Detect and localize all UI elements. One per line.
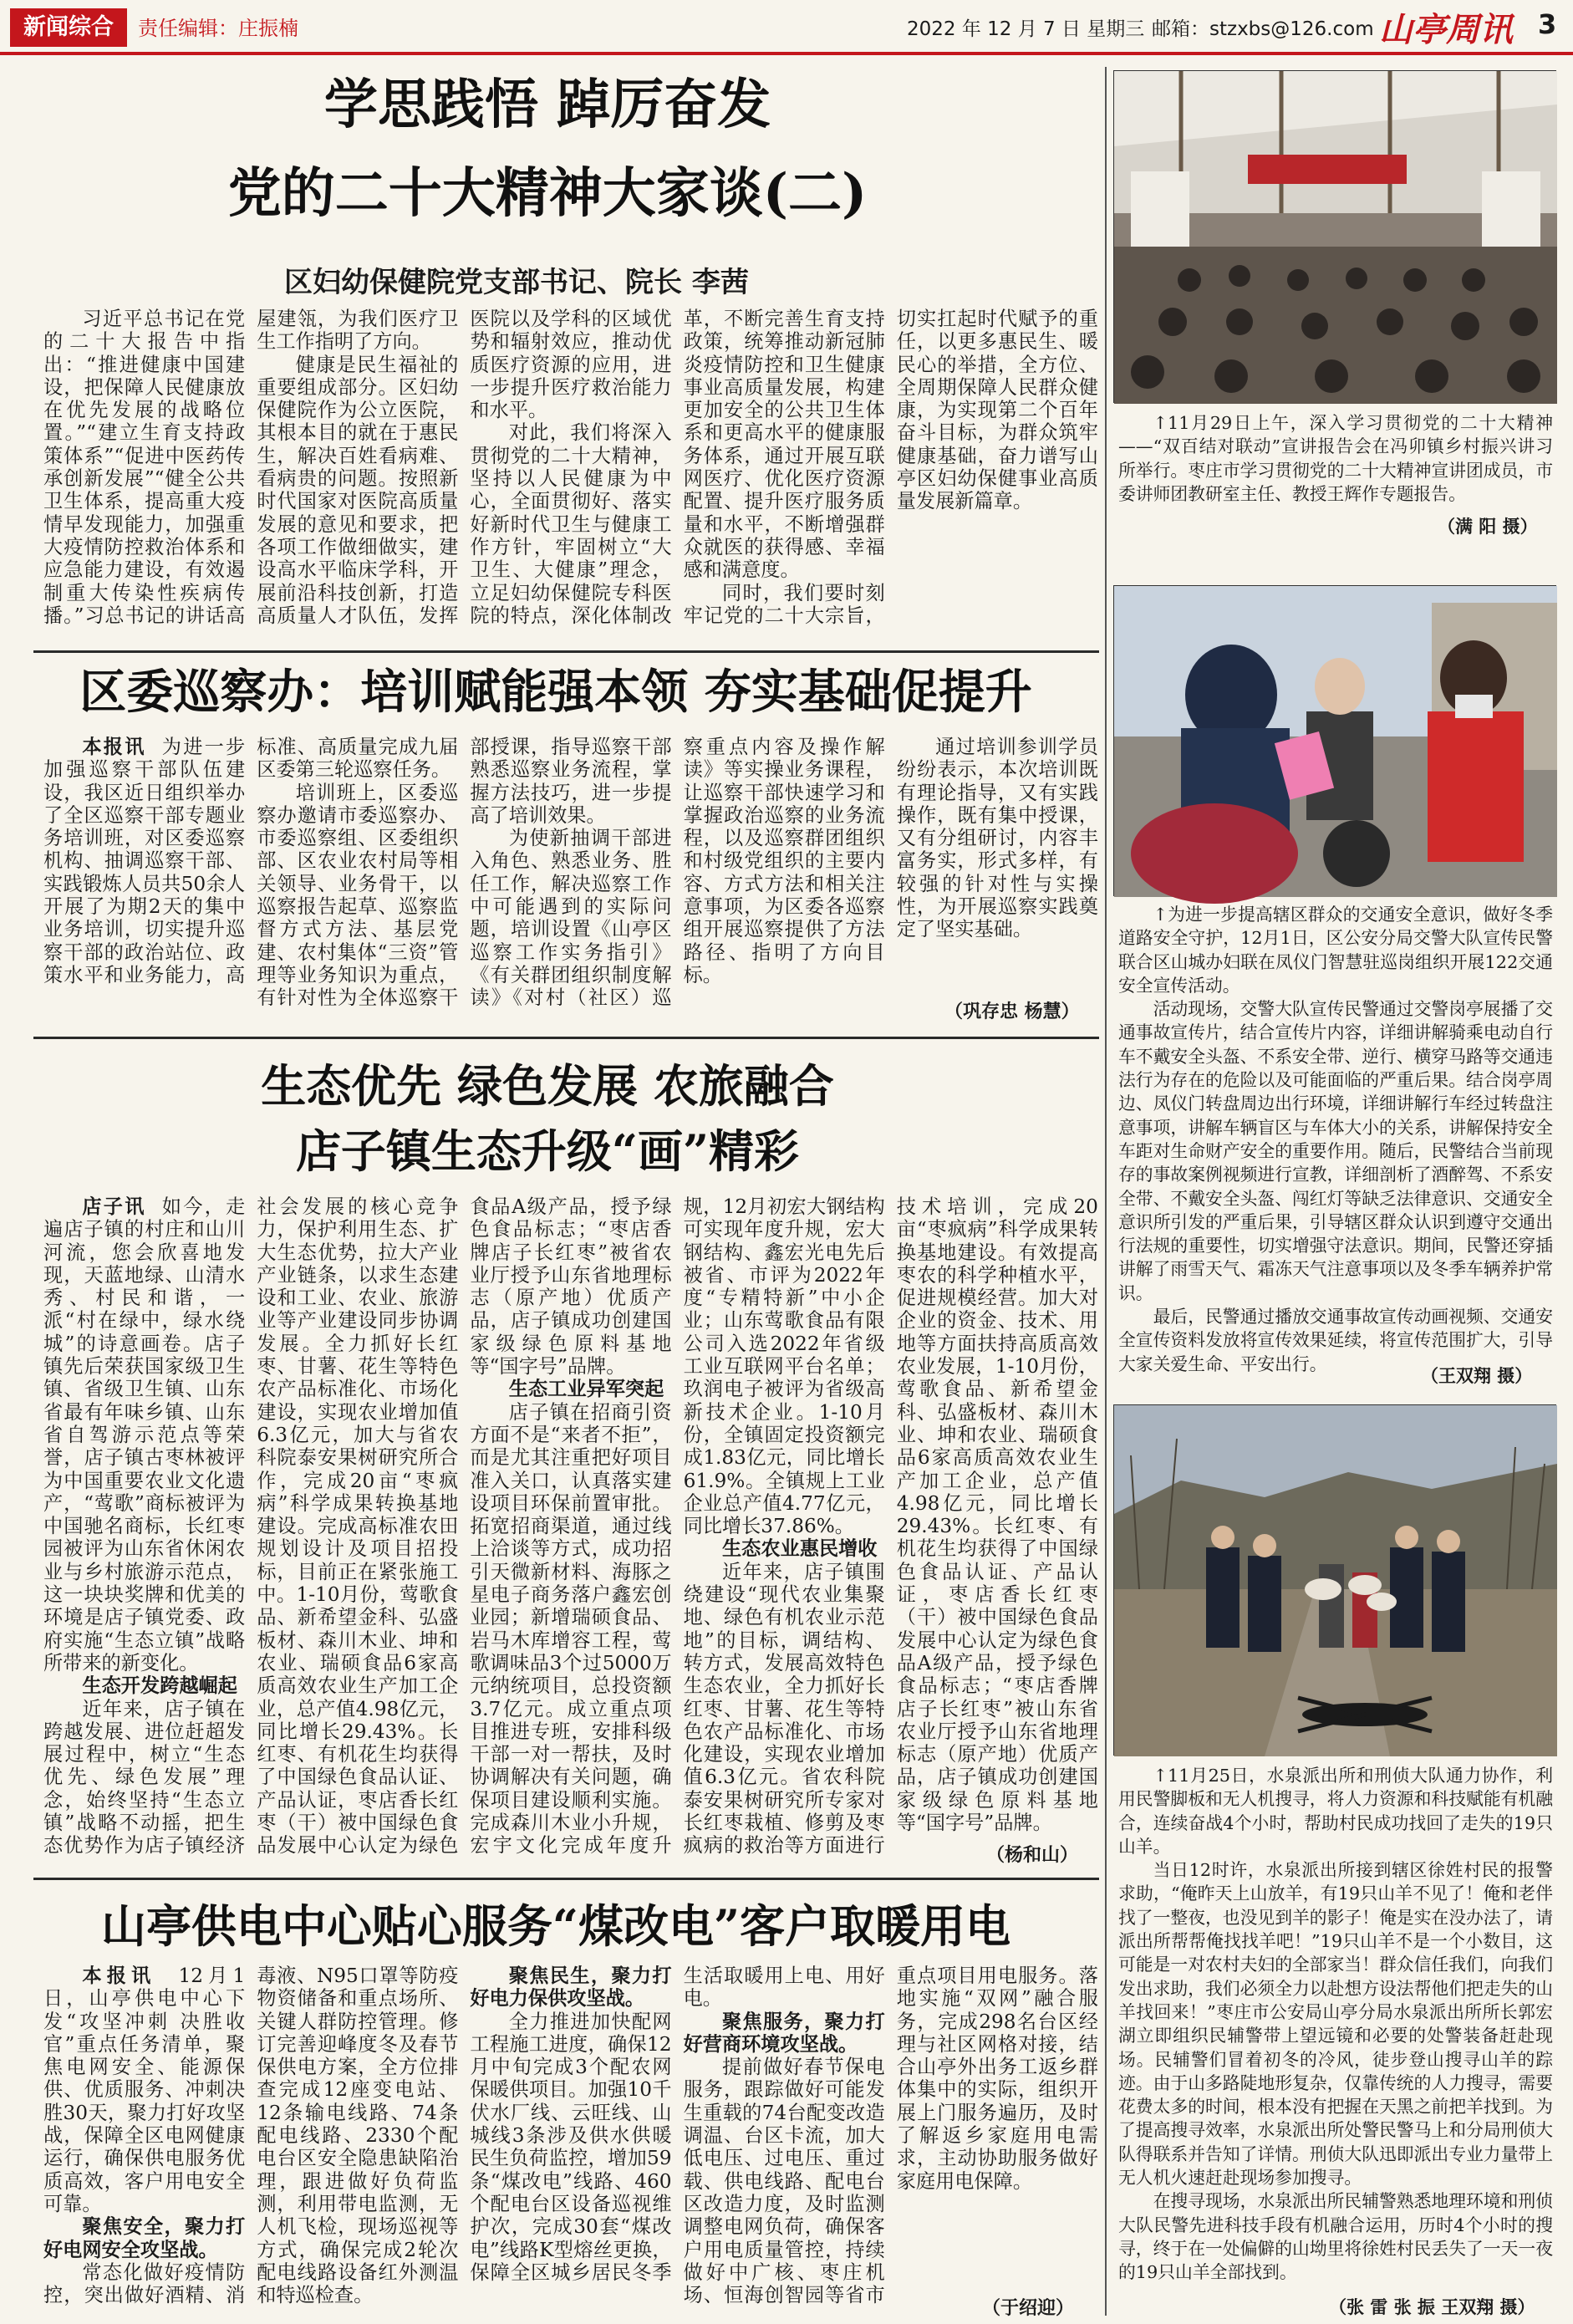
photo2-credit: （王双翔 摄）: [1421, 1365, 1533, 1386]
article3-paragraph: 如今，走遍店子镇的村庄和山川河流，您会欣喜地发现，天蓝地绿、山清水秀、村民和谐，一派“村在绿中，绿水绕城”的诗意画卷。店子镇先后荣获国家级卫生镇、省级卫生镇、山东省最有年味乡镇、山东省自驾游示范点等荣誉，店子镇古枣林被评为中国重要农业文化遗产，“莺歌”商标被评为中国驰名商标，长红枣园被评为山东省休闲农业与乡村旅游示范点，这一块块奖牌和优美的环境是店子镇党委、政府实施“生态立镇”战略所带来的新变化。: [43, 1195, 246, 1674]
article1-title-line1: 学思践悟 踔厉奋发: [323, 74, 771, 136]
section-label: 新闻综合: [10, 8, 127, 47]
article4-title: 山亭供电中心贴心服务“煤改电”客户取暖用电: [100, 1899, 1011, 1953]
article4-subheading: 聚焦服务，聚力打好营商环境攻坚战。: [683, 2010, 885, 2056]
photo3-caption-text: ↑11月25日，水泉派出所和刑侦大队通力协作，利用民警脚板和无人机搜寻，将人力资源和科技赋能有机融合，连续奋战4个小时，帮助村民成功找回了走失的19只山羊。: [1118, 1766, 1553, 1857]
article2-paragraph: 通过培训参训学员纷纷表示，本次培训既有理论指导，又有实践操作，既有集中授课，又有分组研讨，内容丰富务实，形式多样，有较强的针对性与实操性，为开展巡察实践奠定了坚实基础。: [896, 736, 1098, 941]
column-separator: [1105, 67, 1107, 2316]
article3-paragraph: 近年来，店子镇围绕建设“现代农业集聚地、绿色有机农业示范地”的目标，调结构、转方式，发展高效特色生态农业，全力抓好长红枣、甘薯、花生等特色农产品标准化、市场化建设，实现农业增加值6.3亿元。省农科院泰安果树研究所专家对长红枣栽植、修剪及枣疯病的救治等方面进行技术培训，完成20亩“枣疯病”科学成果转换基地建设。有效提高枣农的科学种植水平，促进规模经营。加大对企业的资金、技术、用地等方面扶持高质高效农业发展，1-10月份，莺歌食品、新希望金科、弘盛板材、森川木业、坤和农业、瑞硕食品6家高质高效农业生产加工企业，总产值4.98亿元，同比增长29.43%。长红枣、有机花生均获得了中国绿色食品认证、产品认证，枣店香长红枣（干）被中国绿色食品发展中心认定为绿色食品A级产品，授予绿色食品标志；“枣店香牌店子长红枣”被山东省农业厅授予山东省地理标志（原产地）优质产品，店子镇成功创建国家级绿色原料基地等“国字号”品牌。: [683, 1195, 1098, 1858]
traffic-safety-photo: [1113, 585, 1556, 896]
article3-title-line2: 店子镇生态升级“画”精彩: [295, 1124, 800, 1178]
article3-subheading: 生态工业异军突起: [508, 1378, 664, 1401]
photo2-caption-text: ↑为进一步提高辖区群众的交通安全意识，做好冬季道路安全守护，12月1日，区公安分局交警大队宣传民警联合区山城办妇联在凤仪门智慧驻巡岗组织开展122交通安全宣传活动。: [1118, 905, 1553, 996]
article3-title-line1: 生态优先 绿色发展 农旅融合: [261, 1059, 834, 1113]
article4-subheading: 聚焦安全，聚力打好电网安全攻坚战。: [43, 2215, 246, 2261]
article4-subheading: 聚焦民生，聚力打好电力保供攻坚战。: [470, 1965, 672, 2011]
newspaper-logo: 山亭周讯: [1379, 10, 1513, 49]
article3-paragraph: 近年来，店子镇在跨越发展、进位赶超发展过程中，树立“生态优先、绿色发展”理念，始终坚持“生态立镇”战略不动摇，把生态优势作为店子镇经济社会发展的核心竞争力，保护利用生态、扩大生态优势，拉大产业产业链条，以求生态建设和工业、农业、旅游业等产业建设同步协调发展。全力抓好长红枣、甘薯、花生等特色农产品标准化、市场化建设，实现农业增加值6.3亿元，加大与省农科院泰安果树研究所合作，完成20亩“枣疯病”科学成果转换基地建设。完成高标准农田规划设计及项目招投标，目前正在紧张施工中。1-10月份，莺歌食品、新希望金科、弘盛板材、森川木业、坤和农业、瑞硕食品6家高质高效农业生产加工企业，总产值4.98亿元，同比增长29.43%。长红枣、有机花生均获得了中国绿色食品认证、产品认证，枣店香长红枣（干）被中国绿色食品发展中心认定为绿色食品A级产品，授予绿色食品标志；“枣店香牌店子长红枣”被省农业厅授予山东省地理标志（原产地）优质产品，店子镇成功创建国家级绿色原料基地等“国字号”品牌。: [43, 1195, 672, 1858]
goat-rescue-image: [1114, 1405, 1557, 1756]
header-rule: [0, 52, 1573, 55]
article1-paragraph: 同时，我们要时刻牢记党的二十大宗旨，切实扛起时代赋予的重任，以更多惠民生、暖民心的举措，全方位、全周期保障人民群众健康，为实现第二个百年奋斗目标，为群众筑牢健康基础，奋力谱写山亭区妇幼保健事业高质量发展新篇章。: [683, 308, 1098, 627]
article1-byline: 区妇幼保健院党支部书记、院长 李茜: [284, 266, 749, 299]
article2-title: 区委巡察办：培训赋能强本领 夯实基础促提升: [79, 665, 1032, 720]
article4-paragraph: 12月1日，山亭供电中心下发“攻坚冲刺 决胜收官”重点任务清单，聚焦电网安全、能源保供、优质服务、冲刺决胜30天，聚力打好攻坚战，保障全区电网健康运行，确保供电服务优质高效，客户用电安全可靠。: [43, 1965, 246, 2215]
section-divider: [33, 650, 1099, 653]
article1-body: [43, 308, 1098, 638]
photo3-paragraph: 当日12时许，水泉派出所接到辖区徐姓村民的报警求助，“俺昨天上山放羊，有19只山羊不见了！俺和老伴找了一整夜，也没见到羊的影子！俺是实在没办法了，请派出所帮帮俺找找羊吧！”19只山羊不是一个小数目，这可能是一对农村夫妇的全部家当！群众信任我们，向我们发出求助，我们必须全力以赴想方设法帮他们把走失的山羊找回来！”枣庄市公安局山亭分局水泉派出所所长郭宏湖立即组织民辅警带上望远镜和必要的处警装备赶赴现场。民辅警们冒着初冬的冷风，徒步登山搜寻山羊的踪迹。由于山多路陡地形复杂，仅靠传统的人力搜寻，需要花费太多的时间，根本没有把握在天黑之前把羊找到。为了提高搜寻效率，水泉派出所处警民警马上和分局刑侦大队得联系并告知了详情。刑侦大队迅即派出专业力量带上无人机火速赶赴现场参加搜寻。: [1118, 1860, 1553, 2189]
article2-paragraph: 培训班上，区委巡察办邀请市委巡察办、市委巡察组、区委组织部、区农业农村局等相关领导、业务骨干，以巡察报告起草、巡察监督方式方法、基层党建、农村集体“三资”管理等业务知识为重点，有针对性为全体巡察干部授课，指导巡察干部熟悉巡察业务流程，掌握方法技巧，进一步提高了培训效果。: [257, 736, 672, 1010]
article2-credit: （巩存忠 杨慧）: [944, 1001, 1080, 1022]
photo3-caption: [1118, 1764, 1553, 2291]
article2-lead: 本报讯: [82, 736, 146, 758]
photo1-credit: （满 阳 摄）: [1438, 516, 1538, 537]
article3-lead: 店子讯: [82, 1195, 146, 1218]
photo1-caption-text: ↑11月29日上午，深入学习贯彻党的二十大精神——“双百结对联动”宣讲报告会在冯卯镇乡村振兴讲习所举行。枣庄市学习贯彻党的二十大精神宣讲团成员，市委讲师团教研室主任、教授王辉作专题报告。: [1118, 413, 1553, 504]
article3-paragraph: 店子镇在招商引资方面不是“来者不拒”，而是尤其注重把好项目准入关口，认真落实建设项目环保前置审批。拓宽招商渠道，通过线上洽谈等方式，成功招引天微新材料、海豚之星电子商务落户鑫宏创业园；新增瑞硕食品、岩马木库增容工程，莺歌调味品3个过5000万元纳统项目，总投资额3.7亿元。成立重点项目推进专班，安排科级干部一对一帮扶，及时协调解决有关问题，确保项目建设顺利实施。完成森川木业小升规，宏宇文化完成年度升规，12月初宏大钢结构可实现年度升规，宏大钢结构、鑫宏光电先后被省、市评为2022年度“专精特新”中小企业；山东莺歌食品有限公司入选2022年省级工业互联网平台名单；玖润电子被评为省级高新技术企业。1-10月份，全镇固定投资额完成1.83亿元，同比增长61.9%。全镇规上工业企业总产值4.77亿元，同比增长37.86%。: [470, 1195, 885, 1858]
article3-subheading: 生态开发跨越崛起: [82, 1674, 237, 1698]
article3-subheading: 生态农业惠民增收: [721, 1537, 878, 1561]
photo3-credit: （张 雷 张 振 王双翔 摄）: [1329, 2296, 1535, 2317]
article2-body: [43, 736, 1098, 1024]
article1-title-line2: 党的二十大精神大家谈(二): [227, 162, 868, 225]
article2-paragraph: 为使新抽调干部进入角色、熟悉业务、胜任工作，解决巡察工作中可能遇到的实际问题，培训设置《山亭区巡察工作实务指引》《有关群团组织制度解读》《对村（社区）巡察重点内容及操作解读》等实操业务课程，让巡察干部快速学习和掌握政治巡察的业务流程，以及巡察群团组织和村级党组织的主要内容、方式方法和相关注意事项，为区委各巡察组开展巡察提供了方法路径、指明了方向目标。: [470, 736, 885, 1010]
article3-body: [43, 1195, 1098, 1863]
editor-label: 责任编辑：庄振楠: [138, 17, 298, 40]
lecture-hall-image: [1114, 71, 1557, 404]
photo2-paragraph: 最后，民警通过播放交通事故宣传动画视频、交通安全宣传资料发放将宣传效果延续，将宣传范围扩大，引导大家关爱生命、平安出行。: [1118, 1307, 1553, 1374]
article2-paragraph: 为进一步加强巡察干部队伍建设，我区近日组织举办了全区巡察干部专题业务培训班，对区委巡察机构、抽调巡察干部、实践锻炼人员共50余人开展了为期2天的集中业务培训，切实提升巡察干部的政治站位、政策水平和业务能力，高标准、高质量完成九届区委第三轮巡察任务。: [43, 736, 459, 986]
traffic-safety-image: [1114, 586, 1557, 897]
page-number: 3: [1538, 8, 1557, 40]
issue-date: 2022 年 12 月 7 日 星期三: [907, 18, 1145, 40]
article1-paragraph: 习近平总书记在党的二十大报告中指出：“推进健康中国建设，把保障人民健康放在优先发展的战略位置。”“建立生育支持政策体系”“促进中医药传承创新发展”“健全公共卫生体系，提高重大疫情早发现能力，加强重大疫情防控救治体系和应急能力建设，有效遏制重大传染性疾病传播。”习总书记的讲话高屋建瓴，为我们医疗卫生工作指明了方向。: [43, 308, 459, 627]
goat-rescue-photo: [1113, 1404, 1556, 1756]
article4-paragraph: 常态化做好疫情防控，突出做好酒精、消毒液、N95口罩等防疫物资储备和重点场所、关键人群防控管理。修订完善迎峰度冬及春节保供电方案，全方位排查完成12座变电站、12条输电线路、74条配电线路、2330个配电台区安全隐患缺陷治理，跟进做好负荷监测，利用带电监测，无人机飞检，现场巡视等方式，确保完成2轮次配电线路设备红外测温和特巡检查。: [43, 1965, 459, 2307]
article4-lead: 本报讯: [82, 1965, 156, 1987]
photo2-paragraph: 活动现场，交警大队宣传民警通过交警岗亭展播了交通事故宣传片，结合宣传片内容，详细讲解骑乘电动自行车不戴安全头盔、不系安全带、逆行、横穿马路等交通违法行为存在的危险以及可能面临的严重后果。结合岗亭周边、凤仪门转盘周边出行环境，详细讲解行车经过转盘注意事项，讲解车辆盲区与车体大小的关系，讲解保持安全车距对生命财产安全的重要作用。随后，民警结合当前现存的事故案例视频进行宣教，详细剖析了酒醉驾、不系安全带、不戴安全头盔、闯红灯等缺乏法律意识、交通安全意识所引发的严重后果，引导辖区群众认识到遵守交通出行法规的重要性，切实增强守法意识。期间，民警还穿插讲解了雨雪天气、霜冻天气注意事项以及冬季车辆养护常识。: [1118, 999, 1553, 1303]
lecture-hall-photo: [1113, 70, 1556, 403]
article1-paragraph: 对此，我们将深入贯彻党的二十大精神，坚持以人民健康为中心，全面贯彻好、落实好新时代卫生与健康工作方针，牢固树立“大卫生、大健康”理念，立足妇幼保健院专科医院的特点，深化体制改革，不断完善生育支持政策，统筹推动新冠肺炎疫情防控和卫生健康事业高质量发展，构建更加安全的公共卫生体系和更高水平的健康服务体系，通过开展互联网医疗、优化医疗资源配置、提升医疗服务质量和水平，不断增强群众就医的获得感、幸福感和满意度。: [470, 308, 885, 627]
article4-paragraph: 提前做好春节保电服务，跟踪做好可能发生重载的74台配变改造调温、台区卡流，加大低电压、过电压、重过载、供电线路、配电台区改造力度，及时监测调整电网负荷，确保客户用电质量管控，持续做好中广核、枣庄机场、恒海创智园等省市重点项目用电服务。落地实施“双网”融合服务，完成298名台区经理与社区网格对接，结合山亭外出务工返乡群体集中的实际，组织开展上门服务遍历，及时了解返乡家庭用电需求，主动协助服务做好家庭用电保障。: [683, 1965, 1098, 2307]
article1-paragraph: 健康是民生福祉的重要组成部分。区妇幼保健院作为公立医院，其根本目的就在于惠民生，解决百姓看病难、看病贵的问题。按照新时代国家对医院高质量发展的意见和要求，把各项工作做细做实，建设高水平临床学科，开展前沿科技创新，打造高质量人才队伍，发挥医院以及学科的区域优势和辐射效应，推动优质医疗资源的应用，进一步提升医疗救治能力和水平。: [257, 308, 672, 627]
photo3-paragraph: 在搜寻现场，水泉派出所民辅警熟悉地理环境和刑侦大队民警先进科技手段有机融合运用，历时4个小时的搜寻，终于在一处偏僻的山坳里将徐姓村民丢失了一天一夜的19只山羊全部找到。: [1118, 2191, 1553, 2283]
article4-paragraph: 全力推进加快配网工程施工进度，确保12月中旬完成3个配农网保暖供项目。加强10千伏水厂线、云旺线、山城线3条涉及供水供暖民生负荷监控，增加59条“煤改电”线路、460个配电台区设备巡视维护次，完成30套“煤改电”线路K型熔丝更换，保障全区城乡居民冬季生活取暖用上电、用好电。: [470, 1965, 885, 2284]
email-label: 邮箱：stzxbs@126.com: [1152, 18, 1374, 40]
page-header: [0, 0, 1573, 55]
article4-body: [43, 1965, 1098, 2314]
section-divider: [33, 1878, 1099, 1880]
article3-credit: （杨和山）: [986, 1844, 1079, 1866]
article4-credit: （于绍迎）: [982, 2297, 1075, 2319]
photo2-caption: [1118, 903, 1553, 1374]
section-divider: [33, 1037, 1099, 1039]
